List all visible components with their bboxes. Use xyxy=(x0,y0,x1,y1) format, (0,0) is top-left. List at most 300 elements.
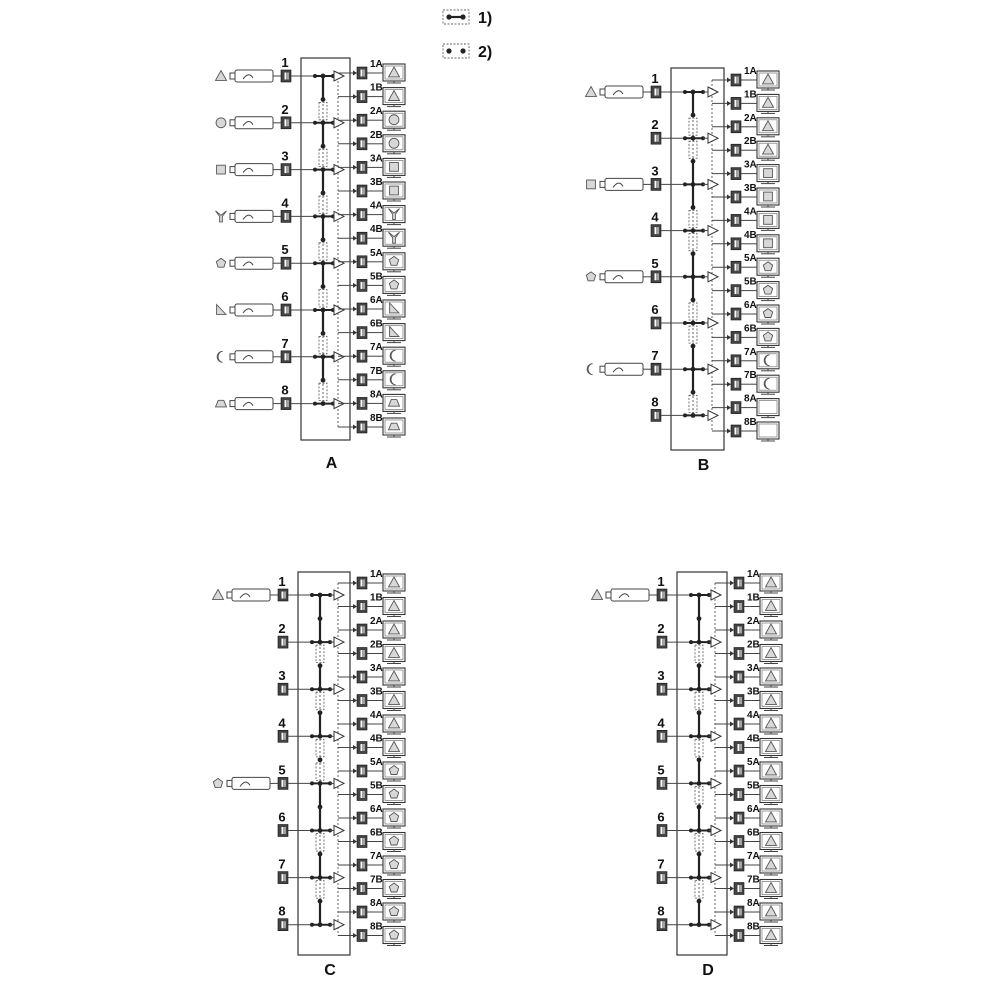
monitor-icon xyxy=(383,394,405,413)
output-label: 4A xyxy=(370,200,383,212)
output-4B xyxy=(712,230,779,254)
output-2B xyxy=(338,130,405,154)
monitor-icon xyxy=(760,715,782,734)
output-3B xyxy=(715,687,782,711)
monitor-icon xyxy=(757,352,779,371)
bus-node xyxy=(691,390,696,395)
monitor-icon xyxy=(760,927,782,946)
output-connector xyxy=(731,402,741,414)
monitor-icon xyxy=(757,328,779,347)
monitor-icon xyxy=(757,282,779,301)
output-connector xyxy=(734,836,744,848)
monitor-icon xyxy=(383,621,405,640)
output-label: 7A xyxy=(747,851,760,862)
monitor-icon xyxy=(760,621,782,640)
monitor-icon xyxy=(383,692,405,711)
input-label: 4 xyxy=(281,195,289,211)
input-label: 6 xyxy=(651,302,659,317)
bus-node xyxy=(318,710,323,715)
camera xyxy=(600,86,651,98)
output-label: 2A xyxy=(370,106,383,118)
output-connector xyxy=(357,138,367,150)
amplifier-triangle xyxy=(711,637,721,647)
output-connector xyxy=(734,930,744,942)
input-3 xyxy=(587,163,718,190)
output-label: 5A xyxy=(744,253,757,265)
monitor-icon xyxy=(760,692,782,711)
bus-node xyxy=(321,237,326,242)
panel-caption: B xyxy=(697,457,710,474)
input-connector xyxy=(281,210,291,222)
monitor-icon xyxy=(383,229,405,248)
input-connector xyxy=(278,589,288,601)
output-5B xyxy=(338,781,405,805)
input-label: 3 xyxy=(278,668,286,684)
bus-node xyxy=(318,616,323,621)
bus-node xyxy=(318,663,323,668)
input-2 xyxy=(657,621,721,648)
output-connector xyxy=(357,648,367,660)
output-connector xyxy=(731,97,741,109)
output-3A xyxy=(712,160,779,184)
input-connector xyxy=(651,86,661,98)
input-8 xyxy=(216,383,345,410)
input-5 xyxy=(657,762,721,789)
trapezoid-icon xyxy=(216,400,227,407)
input-3 xyxy=(657,668,721,695)
output-label: 5B xyxy=(370,271,383,283)
input-connector xyxy=(278,919,288,931)
panel-caption: C xyxy=(324,962,336,979)
triangle-icon xyxy=(213,590,224,600)
output-8B xyxy=(338,922,405,946)
input-label: 5 xyxy=(651,255,659,271)
output-7A xyxy=(338,851,405,875)
input-connector xyxy=(278,825,288,837)
output-connector xyxy=(357,742,367,754)
bus-node xyxy=(691,159,696,164)
output-8A xyxy=(712,394,779,418)
output-label: 3B xyxy=(747,686,760,698)
input-7 xyxy=(587,348,718,375)
bus-node xyxy=(321,284,326,289)
output-connector xyxy=(357,624,367,636)
output-5A xyxy=(338,757,405,781)
monitor-icon xyxy=(383,715,405,734)
output-label: 3B xyxy=(370,686,383,698)
input-2 xyxy=(216,102,344,129)
monitor-icon xyxy=(757,375,779,394)
output-4A xyxy=(715,710,782,734)
input-6 xyxy=(217,289,344,316)
input-connector xyxy=(657,683,667,695)
monitor-icon xyxy=(383,809,405,828)
output-8B xyxy=(715,922,782,946)
square-icon xyxy=(764,192,773,201)
monitor-icon xyxy=(383,645,405,664)
output-connector xyxy=(731,261,741,273)
monitor-icon xyxy=(383,927,405,946)
bus-node xyxy=(697,899,702,904)
panels xyxy=(213,55,783,979)
bus-node xyxy=(321,144,326,149)
monitor-icon xyxy=(760,598,782,617)
input-connector xyxy=(657,872,667,884)
output-connector xyxy=(357,67,367,79)
monitor-icon xyxy=(757,165,779,184)
monitor-icon xyxy=(760,809,782,828)
monitor-icon xyxy=(383,762,405,781)
output-7B xyxy=(712,370,779,394)
input-connector xyxy=(281,257,291,269)
output-label: 1B xyxy=(370,592,383,604)
input-1 xyxy=(586,71,719,98)
output-3B xyxy=(338,177,405,201)
bus-node xyxy=(318,757,323,762)
output-connector xyxy=(734,624,744,636)
output-7A xyxy=(715,851,782,875)
input-connector xyxy=(651,363,661,375)
bus-node xyxy=(321,378,326,383)
amplifier-triangle xyxy=(334,873,344,883)
input-2 xyxy=(651,117,718,144)
output-label: 6B xyxy=(370,318,383,330)
output-label: 2B xyxy=(370,639,383,651)
output-connector xyxy=(357,812,367,824)
input-connector xyxy=(651,409,661,421)
amplifier-triangle xyxy=(708,226,718,236)
input-label: 8 xyxy=(657,903,665,919)
output-connector xyxy=(731,355,741,367)
square-icon xyxy=(764,169,773,178)
amplifier-triangle xyxy=(334,731,344,741)
input-label: 3 xyxy=(651,163,659,179)
right-triangle-icon xyxy=(217,305,226,315)
amplifier-triangle xyxy=(708,133,718,143)
output-7B xyxy=(338,875,405,899)
bus-node xyxy=(691,298,696,303)
output-connector xyxy=(731,378,741,390)
output-connector xyxy=(731,214,741,226)
camera xyxy=(230,304,281,316)
input-connector xyxy=(278,683,288,695)
triangle-icon xyxy=(216,71,227,81)
amplifier-triangle xyxy=(711,684,721,694)
monitor-icon xyxy=(383,903,405,922)
output-label: 2A xyxy=(370,616,383,627)
output-label: 5B xyxy=(744,276,757,288)
input-connector xyxy=(651,225,661,237)
output-connector xyxy=(734,577,744,589)
output-2A xyxy=(338,106,405,130)
output-label: 8B xyxy=(747,921,760,933)
camera xyxy=(600,363,651,375)
input-5 xyxy=(586,256,718,283)
output-1B xyxy=(338,83,405,107)
amplifier-triangle xyxy=(334,826,344,836)
input-3 xyxy=(217,149,344,176)
switch-frame xyxy=(677,572,727,955)
output-connector xyxy=(731,121,741,133)
triangle-icon xyxy=(586,87,597,97)
output-connector xyxy=(357,114,367,126)
output-connector xyxy=(357,789,367,801)
monitor-icon xyxy=(757,71,779,90)
monitor-icon xyxy=(757,188,779,207)
output-connector xyxy=(357,859,367,871)
output-3A xyxy=(338,663,405,687)
output-label: 7B xyxy=(744,370,757,382)
output-label: 8B xyxy=(370,921,383,933)
output-label: 6A xyxy=(370,804,383,815)
output-label: 1A xyxy=(744,66,757,77)
camera xyxy=(230,351,281,363)
monitor-icon xyxy=(760,833,782,852)
output-connector xyxy=(731,191,741,203)
output-connector xyxy=(734,906,744,918)
amplifier-triangle xyxy=(708,272,718,282)
amplifier-triangle xyxy=(711,826,721,836)
amplifier-triangle xyxy=(711,873,721,883)
monitor-icon xyxy=(760,880,782,899)
input-label: 6 xyxy=(278,809,286,825)
input-label: 3 xyxy=(657,668,665,684)
output-6A xyxy=(715,804,782,828)
output-6B xyxy=(715,828,782,852)
input-4 xyxy=(216,195,345,222)
output-connector xyxy=(357,232,367,244)
output-label: 4A xyxy=(744,206,757,218)
output-label: 7A xyxy=(370,342,383,354)
input-connector xyxy=(657,636,667,648)
input-label: 3 xyxy=(281,148,289,164)
output-label: 3B xyxy=(744,183,757,194)
input-connector xyxy=(281,398,291,410)
bus-node xyxy=(691,251,696,256)
amplifier-triangle xyxy=(711,778,721,788)
output-7B xyxy=(715,875,782,899)
input-connector xyxy=(657,730,667,742)
output-label: 1B xyxy=(747,592,760,604)
amplifier-triangle xyxy=(334,211,344,221)
output-label: 2A xyxy=(744,112,757,124)
monitor-icon xyxy=(760,645,782,664)
input-label: 7 xyxy=(657,856,665,872)
camera xyxy=(600,271,651,283)
triangle-icon xyxy=(592,590,603,600)
output-6B xyxy=(712,323,779,347)
input-connector xyxy=(657,777,667,789)
monitor-icon xyxy=(760,762,782,781)
input-label: 5 xyxy=(657,762,665,778)
camera xyxy=(230,257,281,269)
input-label: 1 xyxy=(281,55,289,70)
output-label: 3A xyxy=(744,159,757,171)
output-connector xyxy=(357,906,367,918)
output-6A xyxy=(712,300,779,324)
input-connector xyxy=(281,304,291,316)
panel-b xyxy=(586,66,780,474)
bus-node xyxy=(697,852,702,857)
input-connector xyxy=(657,589,667,601)
output-5A xyxy=(338,248,405,272)
output-connector xyxy=(357,185,367,197)
output-label: 5B xyxy=(747,780,760,792)
circle-icon xyxy=(389,138,399,148)
monitor-icon xyxy=(760,856,782,875)
output-label: 7A xyxy=(370,851,383,862)
input-connector xyxy=(281,117,291,129)
output-connector xyxy=(731,331,741,343)
output-label: 8A xyxy=(744,393,757,405)
monitor-icon xyxy=(383,324,405,343)
bus-node xyxy=(318,805,323,810)
output-label: 4B xyxy=(747,733,760,745)
output-2B xyxy=(338,640,405,664)
monitor-icon xyxy=(383,786,405,805)
input-label: 2 xyxy=(657,621,665,637)
output-connector xyxy=(731,238,741,250)
monitor-icon xyxy=(760,668,782,687)
amplifier-triangle xyxy=(334,165,344,175)
input-connector xyxy=(657,825,667,837)
output-label: 8B xyxy=(370,413,383,424)
monitor-icon xyxy=(383,64,405,83)
camera xyxy=(600,178,651,190)
circle-icon xyxy=(216,118,226,128)
output-label: 5B xyxy=(370,780,383,792)
output-8A xyxy=(715,898,782,922)
output-label: 4A xyxy=(747,710,760,721)
input-7 xyxy=(217,336,344,363)
output-label: 6A xyxy=(747,804,760,815)
monitor-icon xyxy=(383,574,405,593)
bus-node xyxy=(697,616,702,621)
input-label: 7 xyxy=(281,335,289,351)
amplifier-triangle xyxy=(334,305,344,315)
output-label: 6A xyxy=(744,300,757,311)
bus-node xyxy=(318,899,323,904)
amplifier-triangle xyxy=(334,778,344,788)
output-connector xyxy=(357,161,367,173)
input-8 xyxy=(651,394,718,421)
monitor-icon xyxy=(757,141,779,160)
input-label: 1 xyxy=(651,71,659,86)
output-label: 6B xyxy=(744,323,757,335)
legend-item-2 xyxy=(443,44,492,61)
output-3A xyxy=(338,153,405,177)
input-connector xyxy=(278,636,288,648)
bus-node xyxy=(321,97,326,102)
switch-frame xyxy=(301,58,350,440)
switch-frame xyxy=(671,68,724,450)
output-connector xyxy=(734,883,744,895)
output-1A xyxy=(338,59,405,83)
output-2B xyxy=(715,640,782,664)
panel-c xyxy=(213,569,406,979)
output-label: 2B xyxy=(744,136,757,148)
output-label: 1B xyxy=(370,82,383,94)
legend xyxy=(443,10,492,61)
monitor-icon xyxy=(383,833,405,852)
camera xyxy=(230,164,281,176)
input-connector xyxy=(278,777,288,789)
camera xyxy=(230,398,281,410)
amplifier-triangle xyxy=(708,179,718,189)
output-connector xyxy=(357,883,367,895)
output-5B xyxy=(712,277,779,301)
output-1B xyxy=(338,593,405,617)
output-connector xyxy=(734,695,744,707)
amplifier-triangle xyxy=(711,920,721,930)
output-label: 1B xyxy=(744,89,757,101)
output-connector xyxy=(731,168,741,180)
amplifier-triangle xyxy=(711,731,721,741)
output-connector xyxy=(734,789,744,801)
output-label: 3A xyxy=(370,153,383,165)
output-7A xyxy=(712,347,779,371)
input-connector xyxy=(651,132,661,144)
monitor-icon xyxy=(383,668,405,687)
output-8B xyxy=(712,417,779,441)
output-4B xyxy=(715,734,782,758)
bus-node xyxy=(321,191,326,196)
input-label: 1 xyxy=(657,574,665,589)
monitor-icon xyxy=(760,903,782,922)
input-3 xyxy=(278,668,344,695)
input-label: 4 xyxy=(651,209,659,225)
input-1 xyxy=(216,55,345,82)
square-icon xyxy=(764,239,773,248)
amplifier-triangle xyxy=(334,637,344,647)
input-label: 4 xyxy=(278,715,286,731)
output-6A xyxy=(338,295,405,319)
input-label: 5 xyxy=(281,242,289,258)
panel-d xyxy=(592,569,783,979)
monitor-icon xyxy=(383,158,405,177)
output-5B xyxy=(715,781,782,805)
output-3B xyxy=(712,183,779,207)
output-connector xyxy=(731,285,741,297)
amplifier-triangle xyxy=(334,684,344,694)
input-connector xyxy=(651,271,661,283)
pentagon-icon xyxy=(213,778,222,787)
output-connector xyxy=(734,812,744,824)
output-connector xyxy=(357,91,367,103)
camera xyxy=(230,117,281,129)
output-label: 3A xyxy=(370,663,383,674)
output-label: 2A xyxy=(747,616,760,627)
output-connector xyxy=(731,425,741,437)
amplifier-triangle xyxy=(334,590,344,600)
input-connector xyxy=(281,351,291,363)
monitor-icon xyxy=(383,371,405,390)
output-connector xyxy=(357,350,367,362)
output-label: 4B xyxy=(370,733,383,745)
square-icon xyxy=(390,163,399,172)
monitor-icon xyxy=(760,574,782,593)
y-shape-icon xyxy=(216,211,227,222)
output-label: 5A xyxy=(747,757,760,768)
output-label: 8A xyxy=(747,898,760,909)
moon-icon xyxy=(587,364,593,375)
output-2A xyxy=(712,113,779,137)
input-8 xyxy=(657,904,721,931)
monitor-icon xyxy=(383,598,405,617)
output-connector xyxy=(731,74,741,86)
pentagon-icon xyxy=(586,272,595,281)
output-connector xyxy=(357,421,367,433)
